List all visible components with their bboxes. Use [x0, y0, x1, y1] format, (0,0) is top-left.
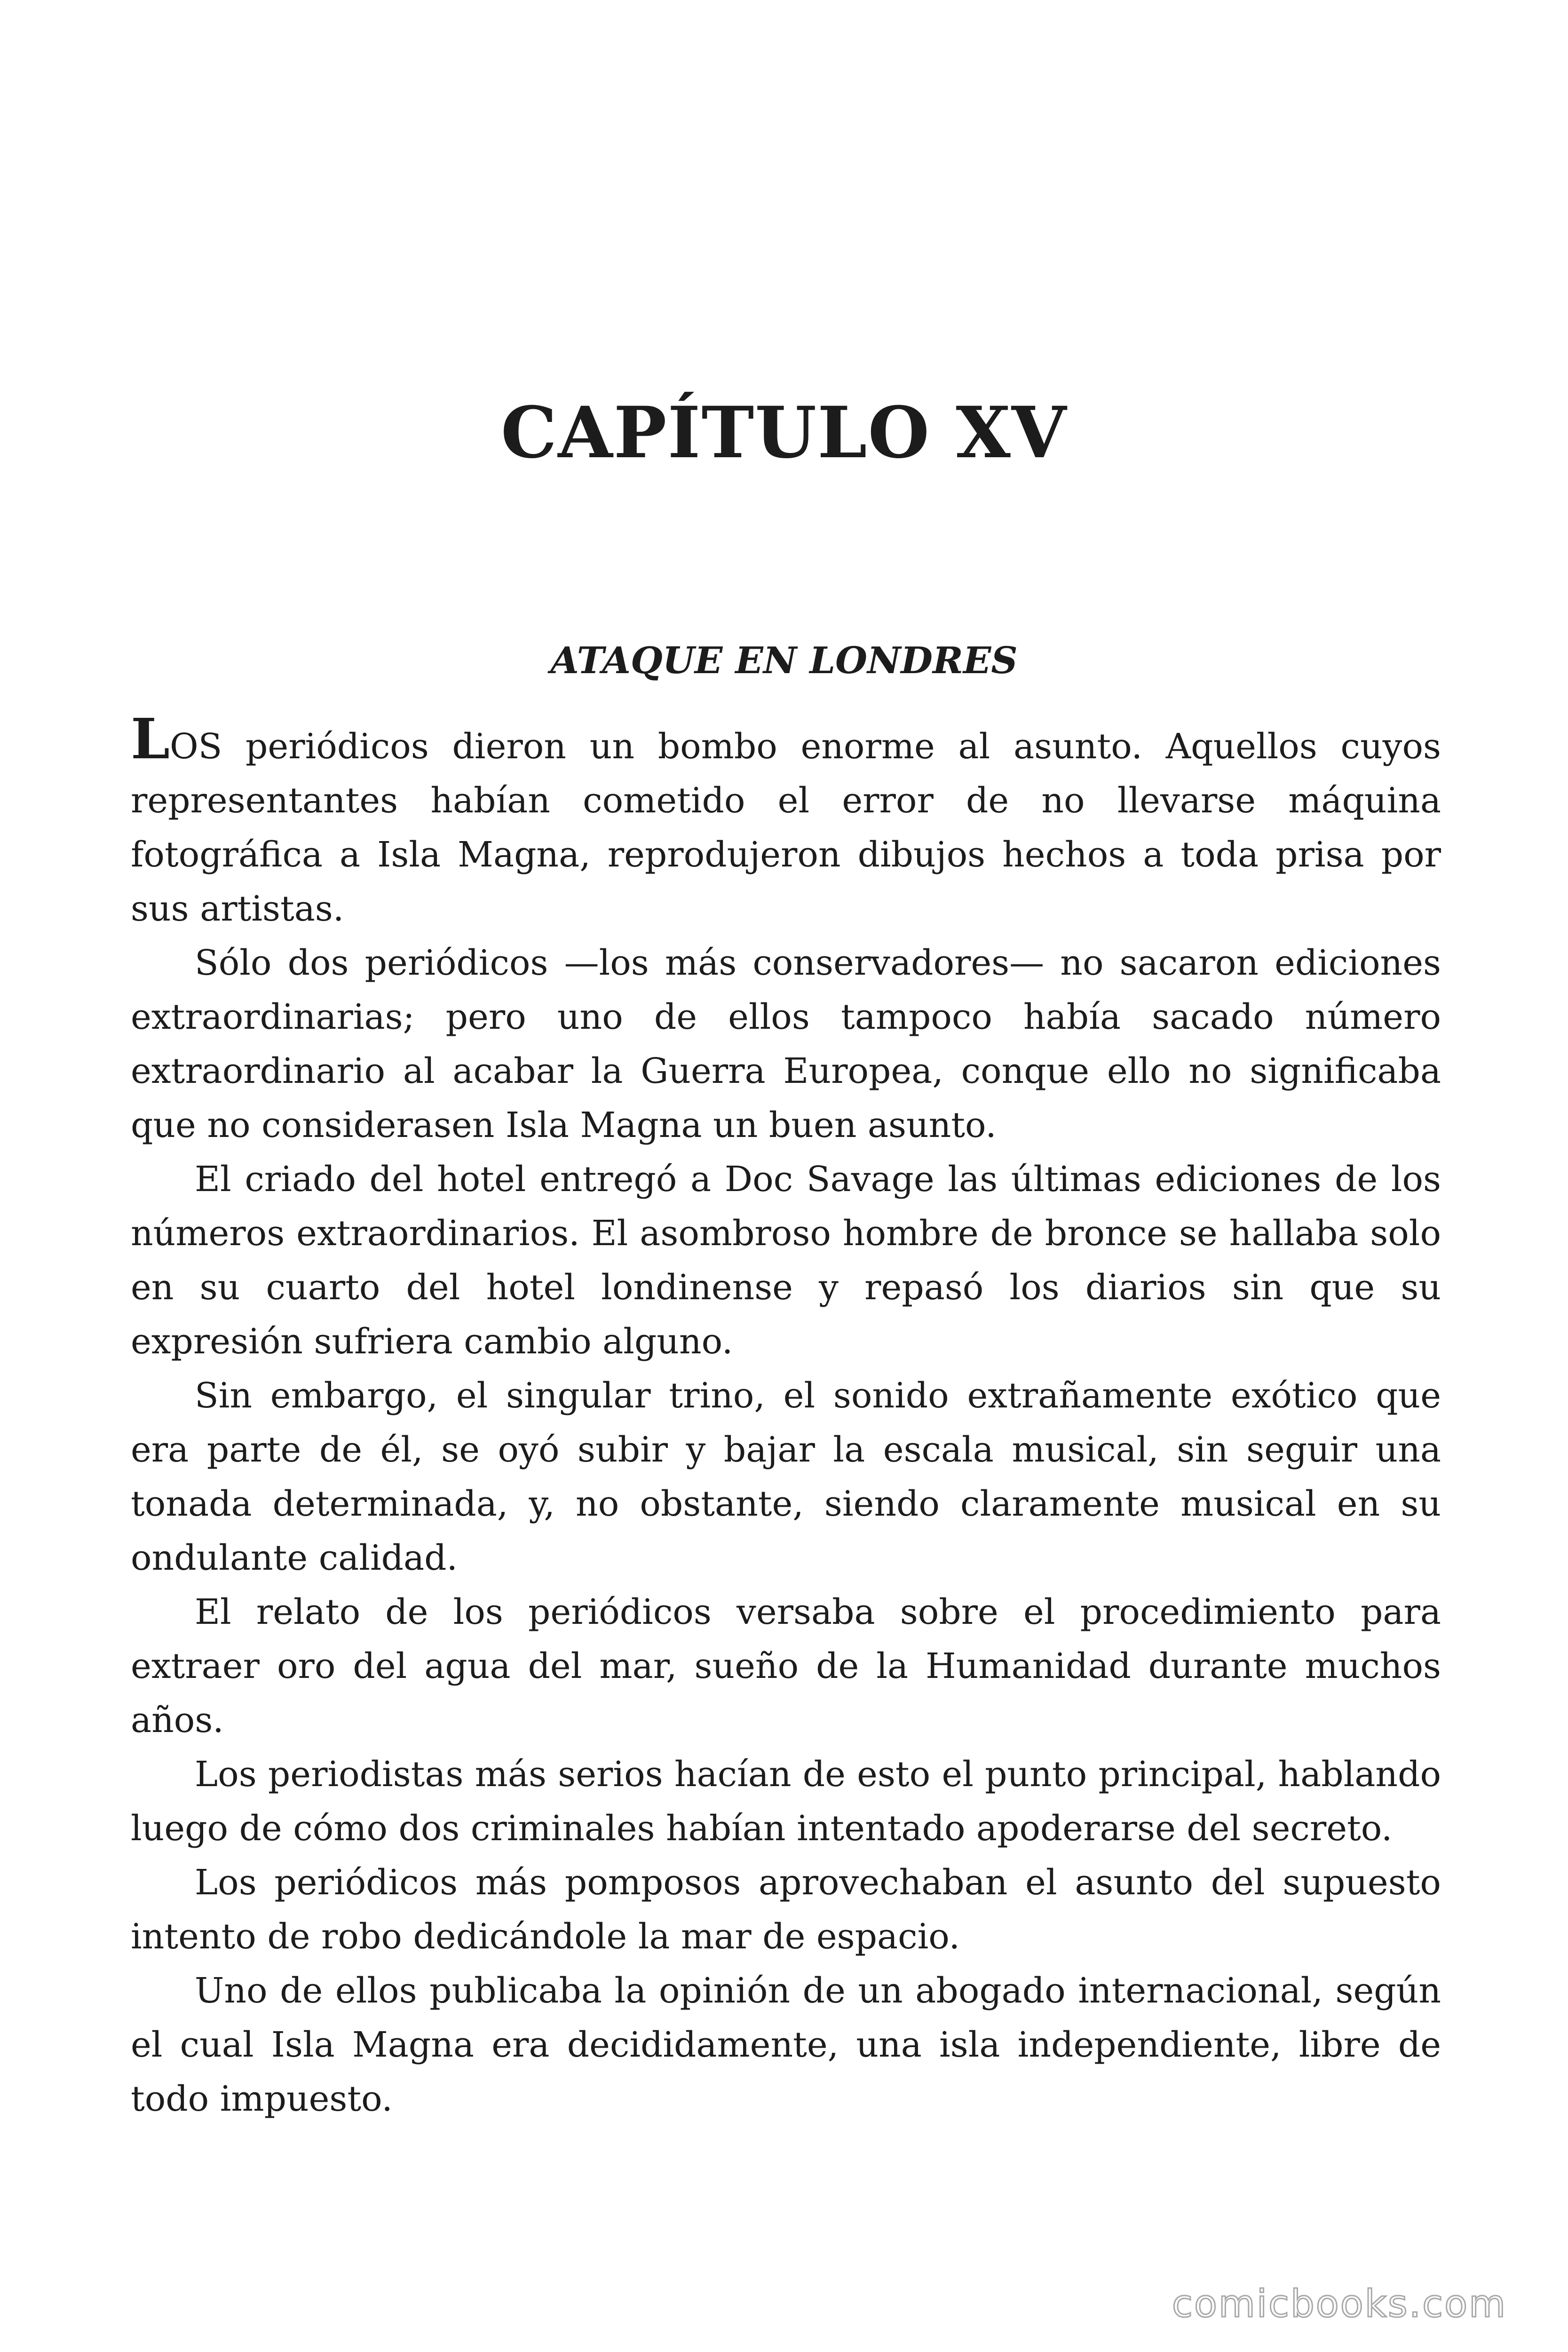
watermark: comicbooks.com — [1172, 2282, 1507, 2326]
chapter-body — [131, 706, 1441, 2126]
paragraph-1-text: OS periódicos dieron un bombo enorme al asunto. Aquellos cuyos representantes habían cometido el error de no llevarse máquina fotográfica a Isla Magna, reprodujeron dibujos hechos a toda prisa por sus artistas. — [131, 726, 1441, 929]
chapter-subtitle: ATAQUE EN LONDRES — [550, 639, 1018, 682]
paragraph-5: El relato de los periódicos versaba sobre el procedimiento para extraer oro del agua del mar, sueño de la Humanidad durante muchos años. — [131, 1592, 1441, 1740]
paragraph-7: Los periódicos más pomposos aprovechaban el asunto del supuesto intento de robo dedicándole la mar de espacio. — [131, 1862, 1441, 1957]
paragraph-6: Los periodistas más serios hacían de esto el punto principal, hablando luego de cómo dos criminales habían intentado apoderarse del secreto. — [131, 1754, 1441, 1849]
paragraph-3: El criado del hotel entregó a Doc Savage las últimas ediciones de los números extraordinarios. El asombroso hombre de bronce se hallaba solo en su cuarto del hotel londinense y repasó los diarios sin que su expresión sufriera cambio alguno. — [131, 1159, 1441, 1362]
paragraph-1 — [131, 706, 1441, 936]
drop-cap: L — [131, 706, 170, 771]
chapter-title: CAPÍTULO XV — [500, 391, 1068, 474]
paragraph-4: Sin embargo, el singular trino, el sonido extrañamente exótico que era parte de él, se oyó subir y bajar la escala musical, sin seguir una tonada determinada, y, no obstante, siendo claramente musical en su ondulante calidad. — [131, 1375, 1441, 1578]
paragraph-2: Sólo dos periódicos —los más conservadores— no sacaron ediciones extraordinarias; pero uno de ellos tampoco había sacado número extraordinario al acabar la Guerra Europea, conque ello no significaba que no considerasen Isla Magna un buen asunto. — [131, 943, 1441, 1145]
paragraph-8: Uno de ellos publicaba la opinión de un abogado internacional, según el cual Isla Magna era decididamente, una isla independiente, libre de todo impuesto. — [131, 1971, 1441, 2119]
